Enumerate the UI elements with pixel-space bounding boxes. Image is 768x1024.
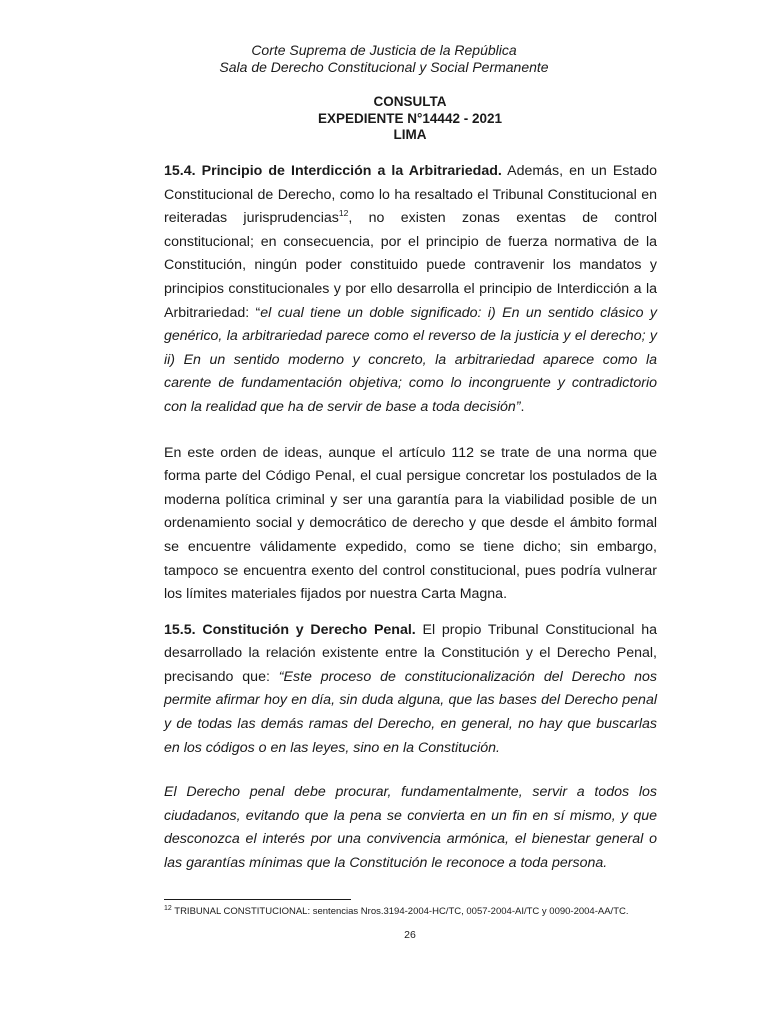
page-number: 26 (404, 929, 416, 941)
footnote-separator (164, 899, 351, 900)
court-name: Corte Suprema de Justicia de la República (251, 42, 517, 58)
case-header (60, 94, 760, 144)
document-body (164, 160, 657, 876)
section-heading-15-4: 15.4. Principio de Interdicción a la Arbitrariedad. (164, 163, 502, 179)
paragraph-interdiccion-arbitrariedad (164, 160, 657, 420)
footnote-reference: 12 (338, 208, 349, 219)
paragraph-text-continued: , no existen zonas exentas de control constitucional; en consecuencia, por el principio de fuerza normativa de la Constitución, ningún poder constituido puede contravenir los mandatos y principios constitucionales y por ello desarrolla el principio de Interdicción a la Arbitrariedad: “ (164, 210, 657, 321)
paragraph-articulo-112: En este orden de ideas, aunque el artículo 112 se trate de una norma que forma parte del Código Penal, el cual persigue concretar los postulados de la moderna política criminal y ser una garantía para la viabilidad posible de un ordenamiento social y democrático de derecho y que desde el ámbito formal se encuentre válidamente expedido, como se tiene dicho; sin embargo, tampoco se encuentra exento del control constitucional, pues podría vulnerar los límites materiales fijados por nuestra Carta Magna. (164, 444, 657, 603)
chamber-name: Sala de Derecho Constitucional y Social Permanente (219, 59, 549, 75)
footnote (164, 906, 657, 918)
document-type: CONSULTA (373, 94, 447, 109)
quoted-text: el cual tiene un doble significado: i) En un sentido clásico y genérico, la arbitrariedad parece como el reverso de la justicia y el derecho; y ii) En un sentido moderno y concreto, la arbitrariedad aparece como la carente de fundamentación objetiva; como lo incongruente y contradictorio con la realidad que ha de servir de base a toda decisión” (164, 304, 657, 415)
quoted-text: “Este proceso de constitucionalización del Derecho nos permite afirmar hoy en día, sin duda alguna, que las bases del Derecho penal y de todas las demás ramas del Derecho, en general, no hay que buscarlas en los códigos o en las leyes, sino en la Constitución. (164, 668, 658, 756)
court-header (0, 42, 768, 76)
footnote-number: 12 (164, 905, 172, 912)
footnote-text: TRIBUNAL CONSTITUCIONAL: sentencias Nros.3194-2004-HC/TC, 0057-2004-AI/TC y 0090-2004-AA/TC. (171, 906, 629, 917)
case-number: EXPEDIENTE N°14442 - 2021 (318, 110, 502, 126)
paragraph-constitucion-derecho-penal (164, 619, 657, 761)
paragraph-text: El propio Tribunal Constitucional ha desarrollado la relación existente entre la Constitución y el Derecho Penal, precisando que: (164, 621, 658, 685)
paragraph-quoted-derecho-penal: El Derecho penal debe procurar, fundamentalmente, servir a todos los ciudadanos, evitando que la pena se convierta en un fin en sí mismo, y que desconozca el interés por una convivencia armónica, el bienestar general o las garantías mínimas que la Constitución le reconoce a toda persona. (164, 784, 657, 872)
case-city: LIMA (393, 127, 427, 142)
section-heading-15-5: 15.5. Constitución y Derecho Penal. (164, 621, 416, 638)
paragraph-text: Además, en un Estado Constitucional de Derecho, como lo ha resaltado el Tribunal Constitucional en reiteradas jurisprudencias (164, 163, 658, 227)
paragraph-end: . (520, 398, 525, 415)
